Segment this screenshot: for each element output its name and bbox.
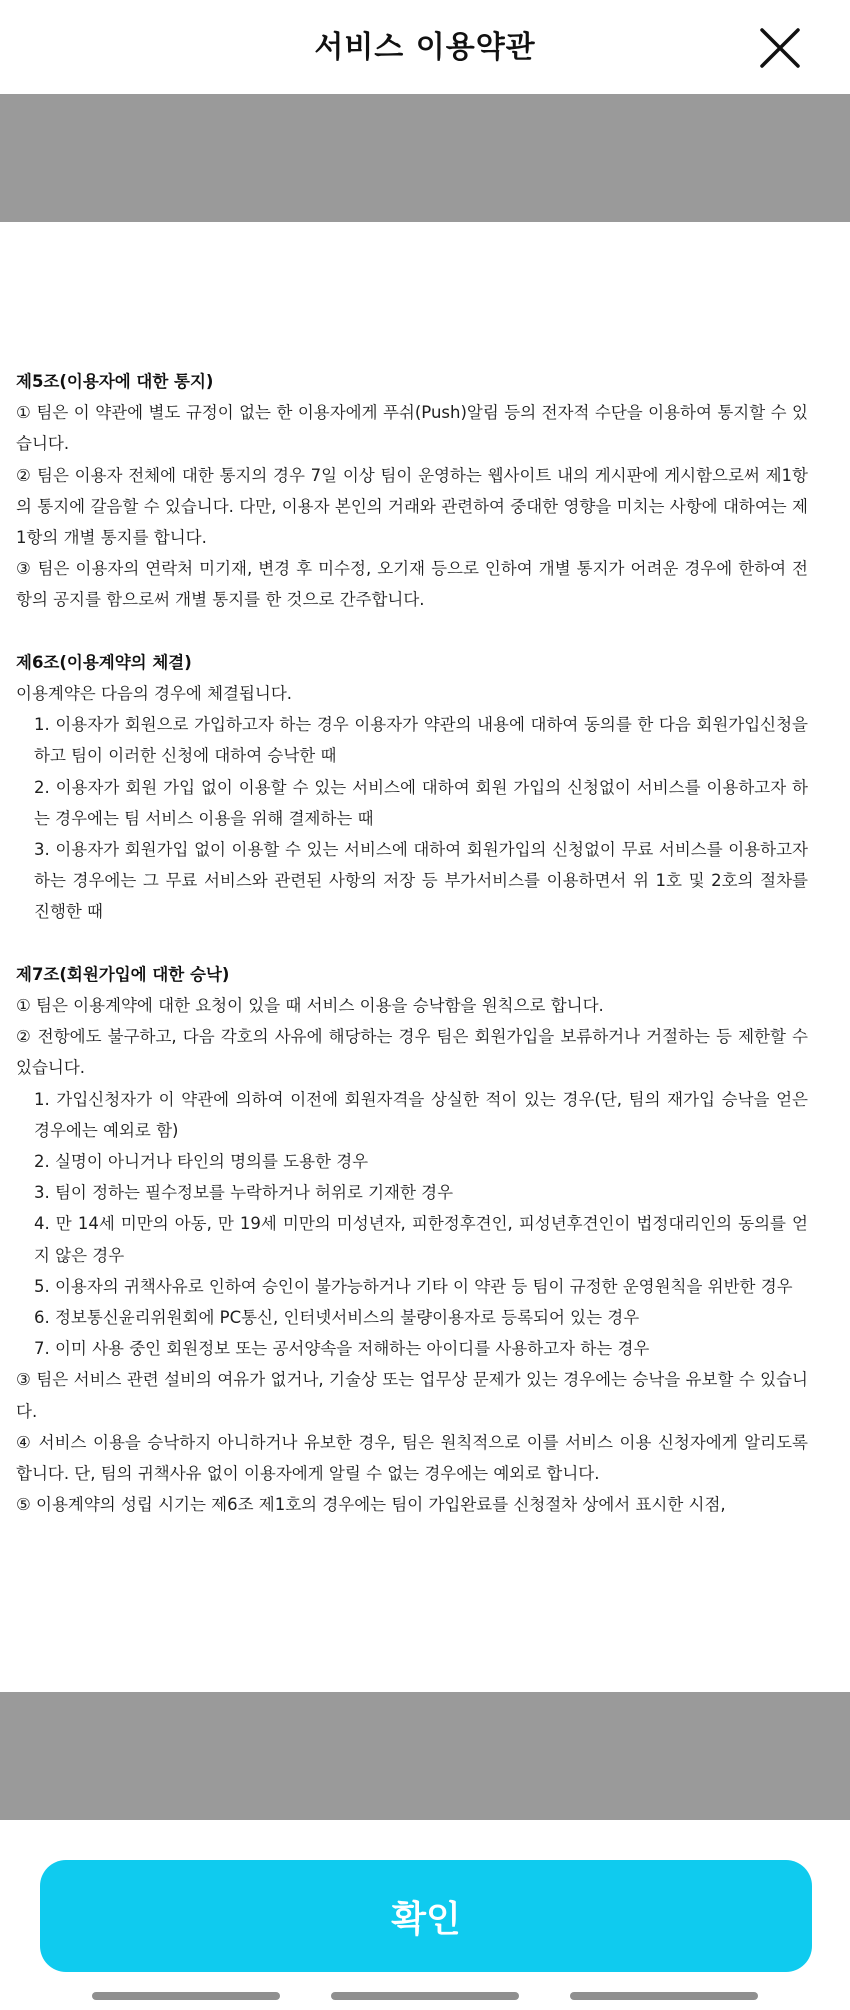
- terms-list-item: 7. 이미 사용 중인 회원정보 또는 공서양속을 저해하는 아이디를 사용하고자 하는 경우: [34, 1339, 650, 1359]
- nav-bar-segment: [570, 1992, 758, 2000]
- section-title: 제5조(이용자에 대한 통지): [16, 372, 214, 391]
- terms-list-item: 3. 팀이 정하는 필수정보를 누락하거나 허위로 기재한 경우: [34, 1183, 454, 1203]
- close-button[interactable]: [752, 20, 808, 76]
- terms-content[interactable]: [16, 366, 808, 1552]
- home-indicator: [0, 1992, 850, 2002]
- page-title: 서비스 이용약관: [314, 30, 536, 65]
- top-banner-placeholder: [0, 94, 850, 222]
- terms-list-item: 3. 이용자가 회원가입 없이 이용할 수 있는 서비스에 대하여 회원가입의 신청없이 무료 서비스를 이용하고자 하는 경우에는 그 무료 서비스와 관련된 사항의 저장 등 부가서비스를 이용하면서 위 1호 및 2호의 절차를 진행한 때: [34, 840, 808, 922]
- terms-paragraph: 이용계약은 다음의 경우에 체결됩니다.: [16, 684, 293, 704]
- terms-list-item: 6. 정보통신윤리위원회에 PC통신, 인터넷서비스의 불량이용자로 등록되어 있는 경우: [34, 1308, 640, 1328]
- close-icon: [752, 20, 808, 76]
- terms-paragraph: ③ 팀은 서비스 관련 설비의 여유가 없거나, 기술상 또는 업무상 문제가 있는 경우에는 승낙을 유보할 수 있습니다.: [16, 1370, 808, 1421]
- terms-list-item: 2. 이용자가 회원 가입 없이 이용할 수 있는 서비스에 대하여 회원 가입의 신청없이 서비스를 이용하고자 하는 경우에는 팀 서비스 이용을 위해 결제하는 때: [34, 777, 808, 828]
- terms-list-item: 1. 이용자가 회원으로 가입하고자 하는 경우 이용자가 약관의 내용에 대하여 동의를 한 다음 회원가입신청을 하고 팀이 이러한 신청에 대하여 승낙한 때: [34, 715, 808, 766]
- terms-section: [16, 366, 808, 616]
- header: [0, 0, 850, 94]
- terms-paragraph: ⑤ 이용계약의 성립 시기는 제6조 제1호의 경우에는 팀이 가입완료를 신청절차 상에서 표시한 시점,: [16, 1495, 726, 1515]
- terms-section: [16, 647, 808, 928]
- bottom-banner-placeholder: [0, 1692, 850, 1820]
- terms-paragraph: ④ 서비스 이용을 승낙하지 아니하거나 유보한 경우, 팀은 원칙적으로 이를 서비스 이용 신청자에게 알리도록 합니다. 단, 팀의 귀책사유 없이 이용자에게 알릴 수 없는 경우에는 예외로 합니다.: [16, 1432, 808, 1484]
- terms-list-item: 2. 실명이 아니거나 타인의 명의를 도용한 경우: [34, 1152, 369, 1172]
- terms-section: [16, 959, 808, 1521]
- terms-paragraph: ② 팀은 이용자 전체에 대한 통지의 경우 7일 이상 팀이 운영하는 웹사이트 내의 게시판에 게시함으로써 제1항의 통지에 갈음할 수 있습니다. 다만, 이용자 본인의 거래와 관련하여 중대한 영향을 미치는 사항에 대하여는 제1항의 개별 통지를 합니다.: [16, 465, 808, 548]
- terms-list-item: 4. 만 14세 미만의 아동, 만 19세 미만의 미성년자, 피한정후견인, 피성년후견인이 법정대리인의 동의를 얻지 않은 경우: [34, 1214, 808, 1265]
- nav-bar-segment: [92, 1992, 280, 2000]
- terms-paragraph: ① 팀은 이 약관에 별도 규정이 없는 한 이용자에게 푸쉬(Push)알림 등의 전자적 수단을 이용하여 통지할 수 있습니다.: [16, 403, 808, 454]
- terms-paragraph: ② 전항에도 불구하고, 다음 각호의 사유에 해당하는 경우 팀은 회원가입을 보류하거나 거절하는 등 제한할 수 있습니다.: [16, 1027, 808, 1078]
- confirm-button[interactable]: 확인: [40, 1860, 812, 1972]
- footer: [0, 1820, 850, 2010]
- section-title: 제7조(회원가입에 대한 승낙): [16, 964, 230, 984]
- terms-paragraph: ① 팀은 이용계약에 대한 요청이 있을 때 서비스 이용을 승낙함을 원칙으로 합니다.: [16, 996, 604, 1016]
- terms-paragraph: ③ 팀은 이용자의 연락처 미기재, 변경 후 미수정, 오기재 등으로 인하여 개별 통지가 어려운 경우에 한하여 전항의 공지를 함으로써 개별 통지를 한 것으로 간주합니다.: [16, 559, 808, 610]
- section-title: 제6조(이용계약의 체결): [16, 652, 192, 672]
- nav-bar-segment: [331, 1992, 519, 2000]
- terms-list-item: 5. 이용자의 귀책사유로 인하여 승인이 불가능하거나 기타 이 약관 등 팀이 규정한 운영원칙을 위반한 경우: [34, 1276, 793, 1296]
- terms-list-item: 1. 가입신청자가 이 약관에 의하여 이전에 회원자격을 상실한 적이 있는 경우(단, 팀의 재가입 승낙을 얻은 경우에는 예외로 함): [34, 1089, 808, 1140]
